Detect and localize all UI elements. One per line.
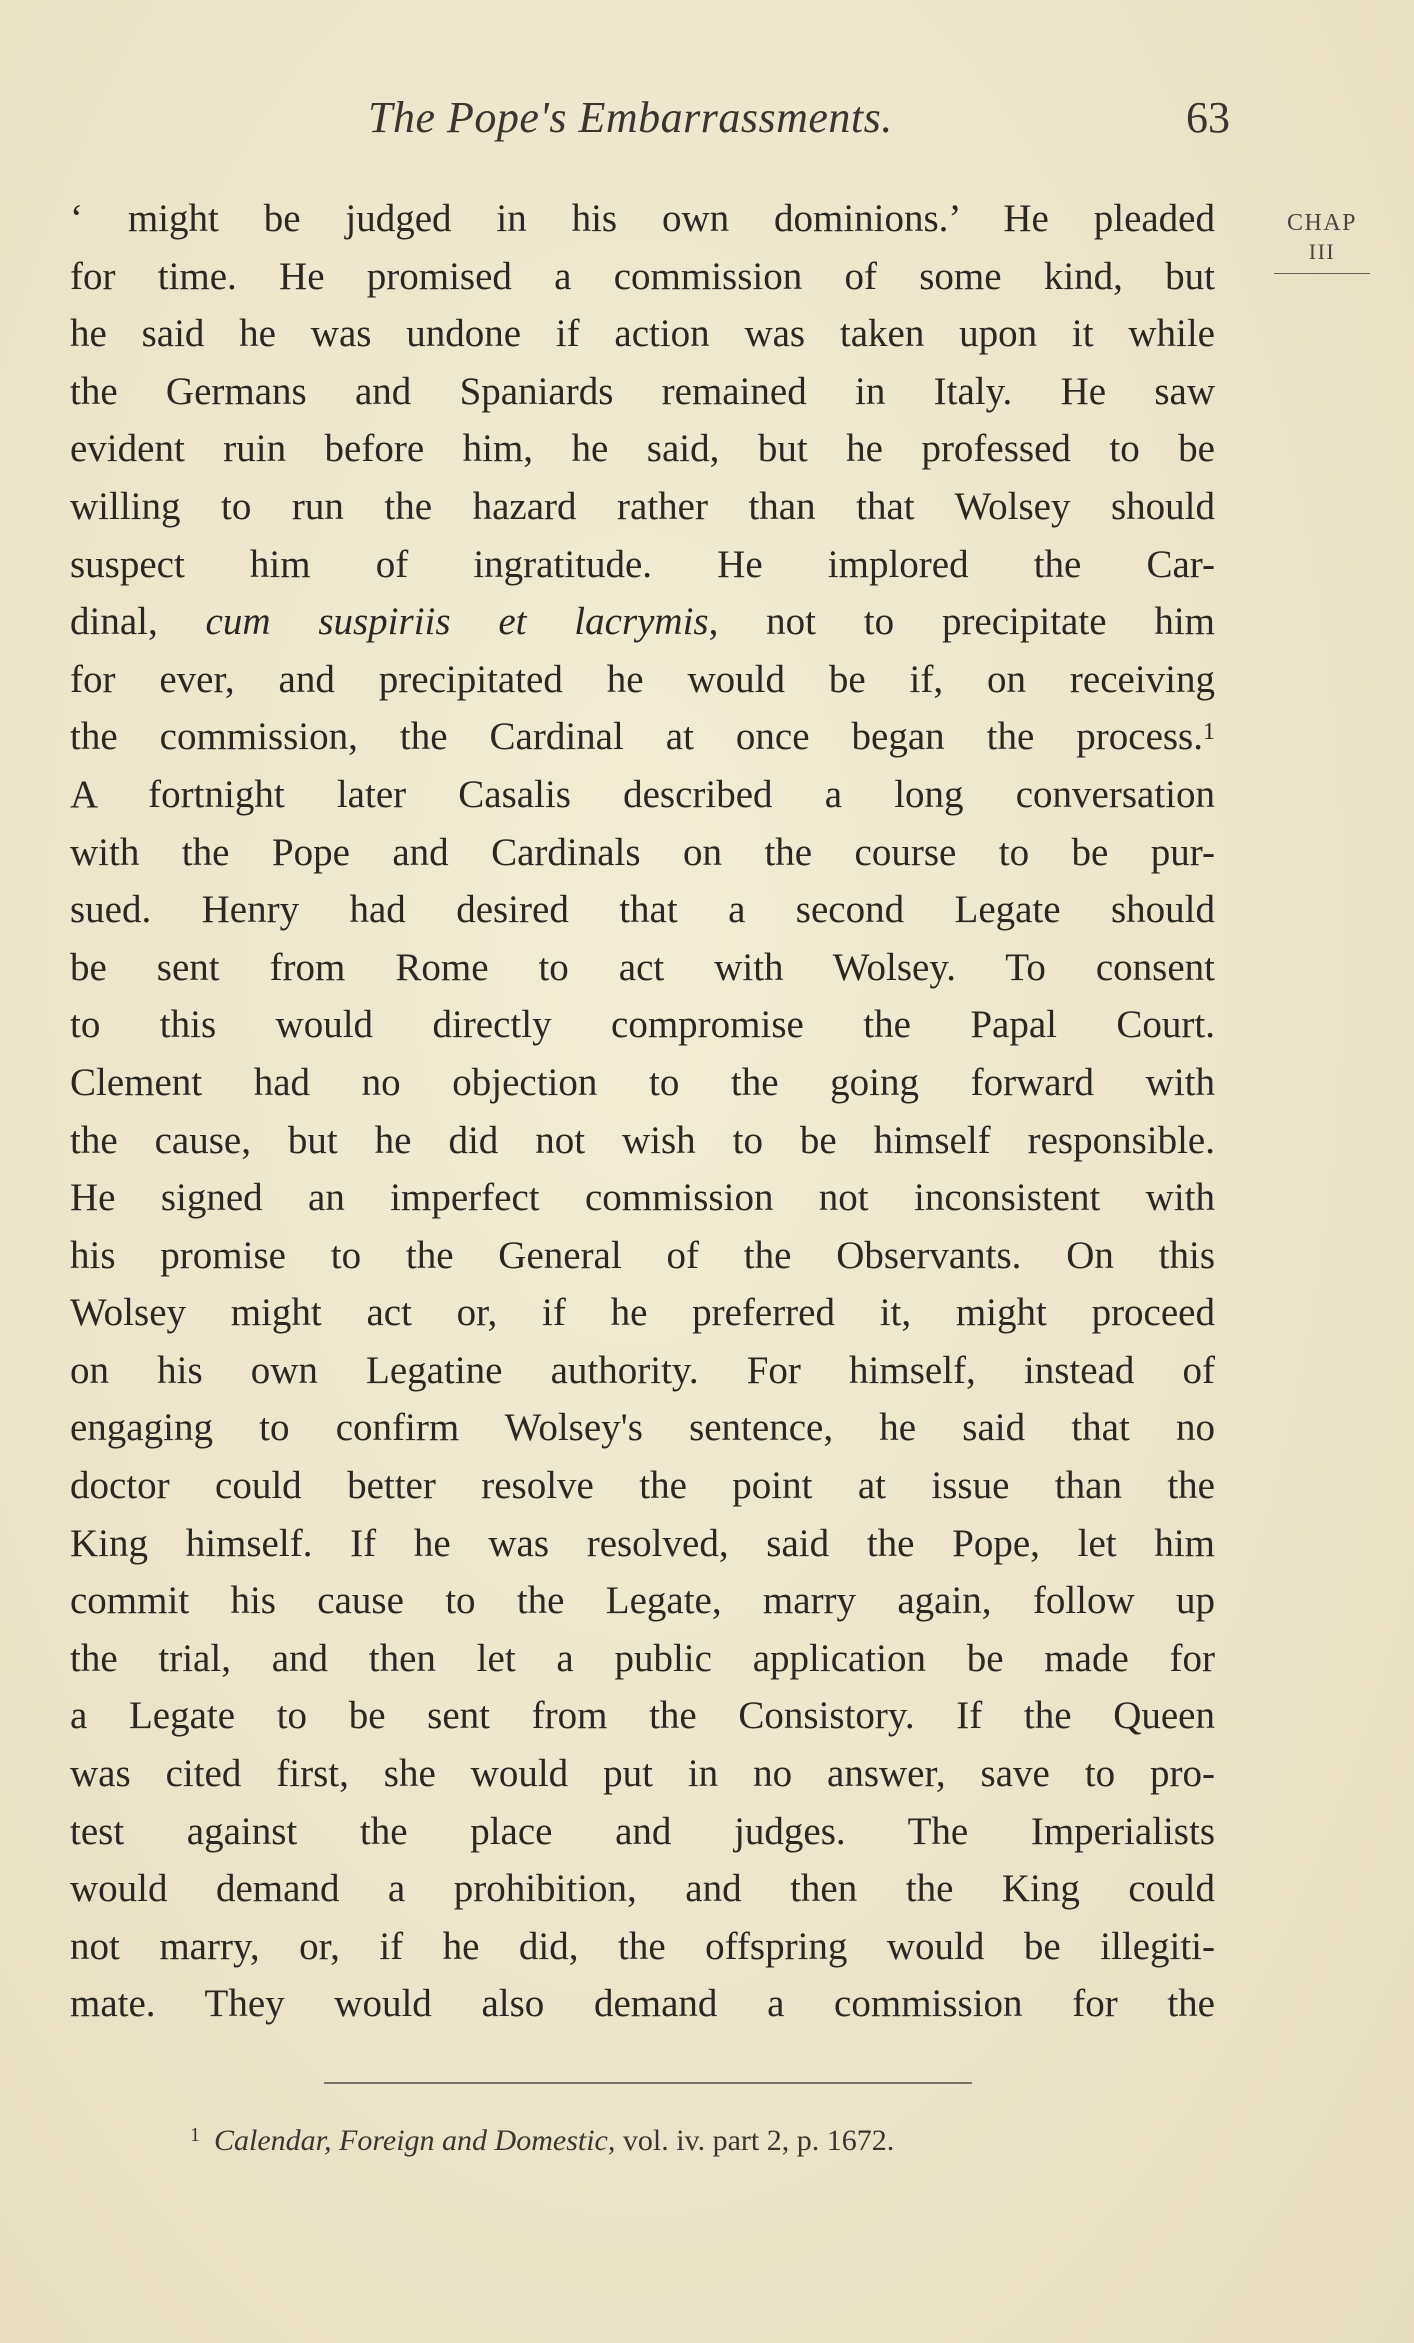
- text-line: the cause, but he did not wish to be himself responsible.: [70, 1118, 1215, 1162]
- running-title: The Pope's Embarrassments.: [368, 93, 893, 142]
- text-line: be sent from Rome to act with Wolsey. To consent: [70, 945, 1215, 989]
- text-line: mate. They would also demand a commission for the: [70, 1982, 1215, 2026]
- text-line: the trial, and then let a public application be made for: [70, 1636, 1215, 1680]
- text-line: not marry, or, if he did, the offspring would be illegiti-: [70, 1924, 1215, 1968]
- footnote: [190, 2124, 1190, 2158]
- text-line: the Germans and Spaniards remained in Italy. He saw: [70, 369, 1215, 413]
- footnote-reference-marker: 1: [1203, 719, 1215, 746]
- text-line: ‘ might be judged in his own dominions.’ He pleaded: [70, 197, 1215, 240]
- text-line: doctor could better resolve the point at issue than the: [70, 1464, 1215, 1508]
- text-line: willing to run the hazard rather than that Wolsey should: [70, 484, 1215, 528]
- text-segment: the commission, the Cardinal at once began the process.: [70, 715, 1203, 759]
- text-segment: dinal,: [70, 600, 206, 644]
- text-line: [70, 708, 1215, 766]
- text-line: test against the place and judges. The Imperialists: [70, 1809, 1215, 1853]
- text-line: with the Pope and Cardinals on the course to be pur-: [70, 830, 1215, 874]
- footnote-reference: vol. iv. part 2, p. 1672.: [615, 2124, 895, 2157]
- text-line: was cited first, she would put in no answer, save to pro-: [70, 1752, 1215, 1796]
- running-head: [70, 92, 1230, 152]
- text-line: commit his cause to the Legate, marry again, follow up: [70, 1579, 1215, 1623]
- text-line: He signed an imperfect commission not inconsistent with: [70, 1176, 1215, 1220]
- text-line: for time. He promised a commission of some kind, but: [70, 254, 1215, 298]
- text-line: a Legate to be sent from the Consistory. If the Queen: [70, 1694, 1215, 1738]
- page-number: 63: [1186, 93, 1230, 142]
- footnote-divider: [324, 2082, 972, 2084]
- chapter-margin-note: [1272, 210, 1372, 274]
- text-line: Wolsey might act or, if he preferred it, might proceed: [70, 1291, 1215, 1335]
- italic-phrase: cum suspiriis et lacrymis: [205, 600, 709, 644]
- footnote-source-title: Calendar, Foreign and Domestic,: [214, 2124, 616, 2157]
- text-line: sued. Henry had desired that a second Legate should: [70, 888, 1215, 932]
- text-line: engaging to confirm Wolsey's sentence, he said that no: [70, 1406, 1215, 1450]
- body-paragraph: [70, 190, 1215, 2033]
- text-segment: , not to precipitate him: [708, 600, 1215, 644]
- text-line: Clement had no objection to the going forward with: [70, 1060, 1215, 1104]
- text-line: to this would directly compromise the Papal Court.: [70, 1003, 1215, 1047]
- text-line: for ever, and precipitated he would be if, on receiving: [70, 657, 1215, 701]
- margin-rule: [1274, 273, 1370, 274]
- text-line: would demand a prohibition, and then the King could: [70, 1867, 1215, 1911]
- chapter-label: CHAP: [1286, 210, 1358, 236]
- text-line: [70, 593, 1215, 651]
- text-line: King himself. If he was resolved, said the Pope, let him: [70, 1521, 1215, 1565]
- text-line: A fortnight later Casalis described a long conversation: [70, 772, 1215, 816]
- text-line: evident ruin before him, he said, but he professed to be: [70, 427, 1215, 471]
- text-line: he said he was undone if action was taken upon it while: [70, 312, 1215, 356]
- text-line: on his own Legatine authority. For himself, instead of: [70, 1348, 1215, 1392]
- chapter-number: III: [1308, 239, 1336, 264]
- text-line: his promise to the General of the Observants. On this: [70, 1233, 1215, 1277]
- footnote-marker: 1: [190, 2124, 200, 2146]
- text-line: suspect him of ingratitude. He implored the Car-: [70, 542, 1215, 586]
